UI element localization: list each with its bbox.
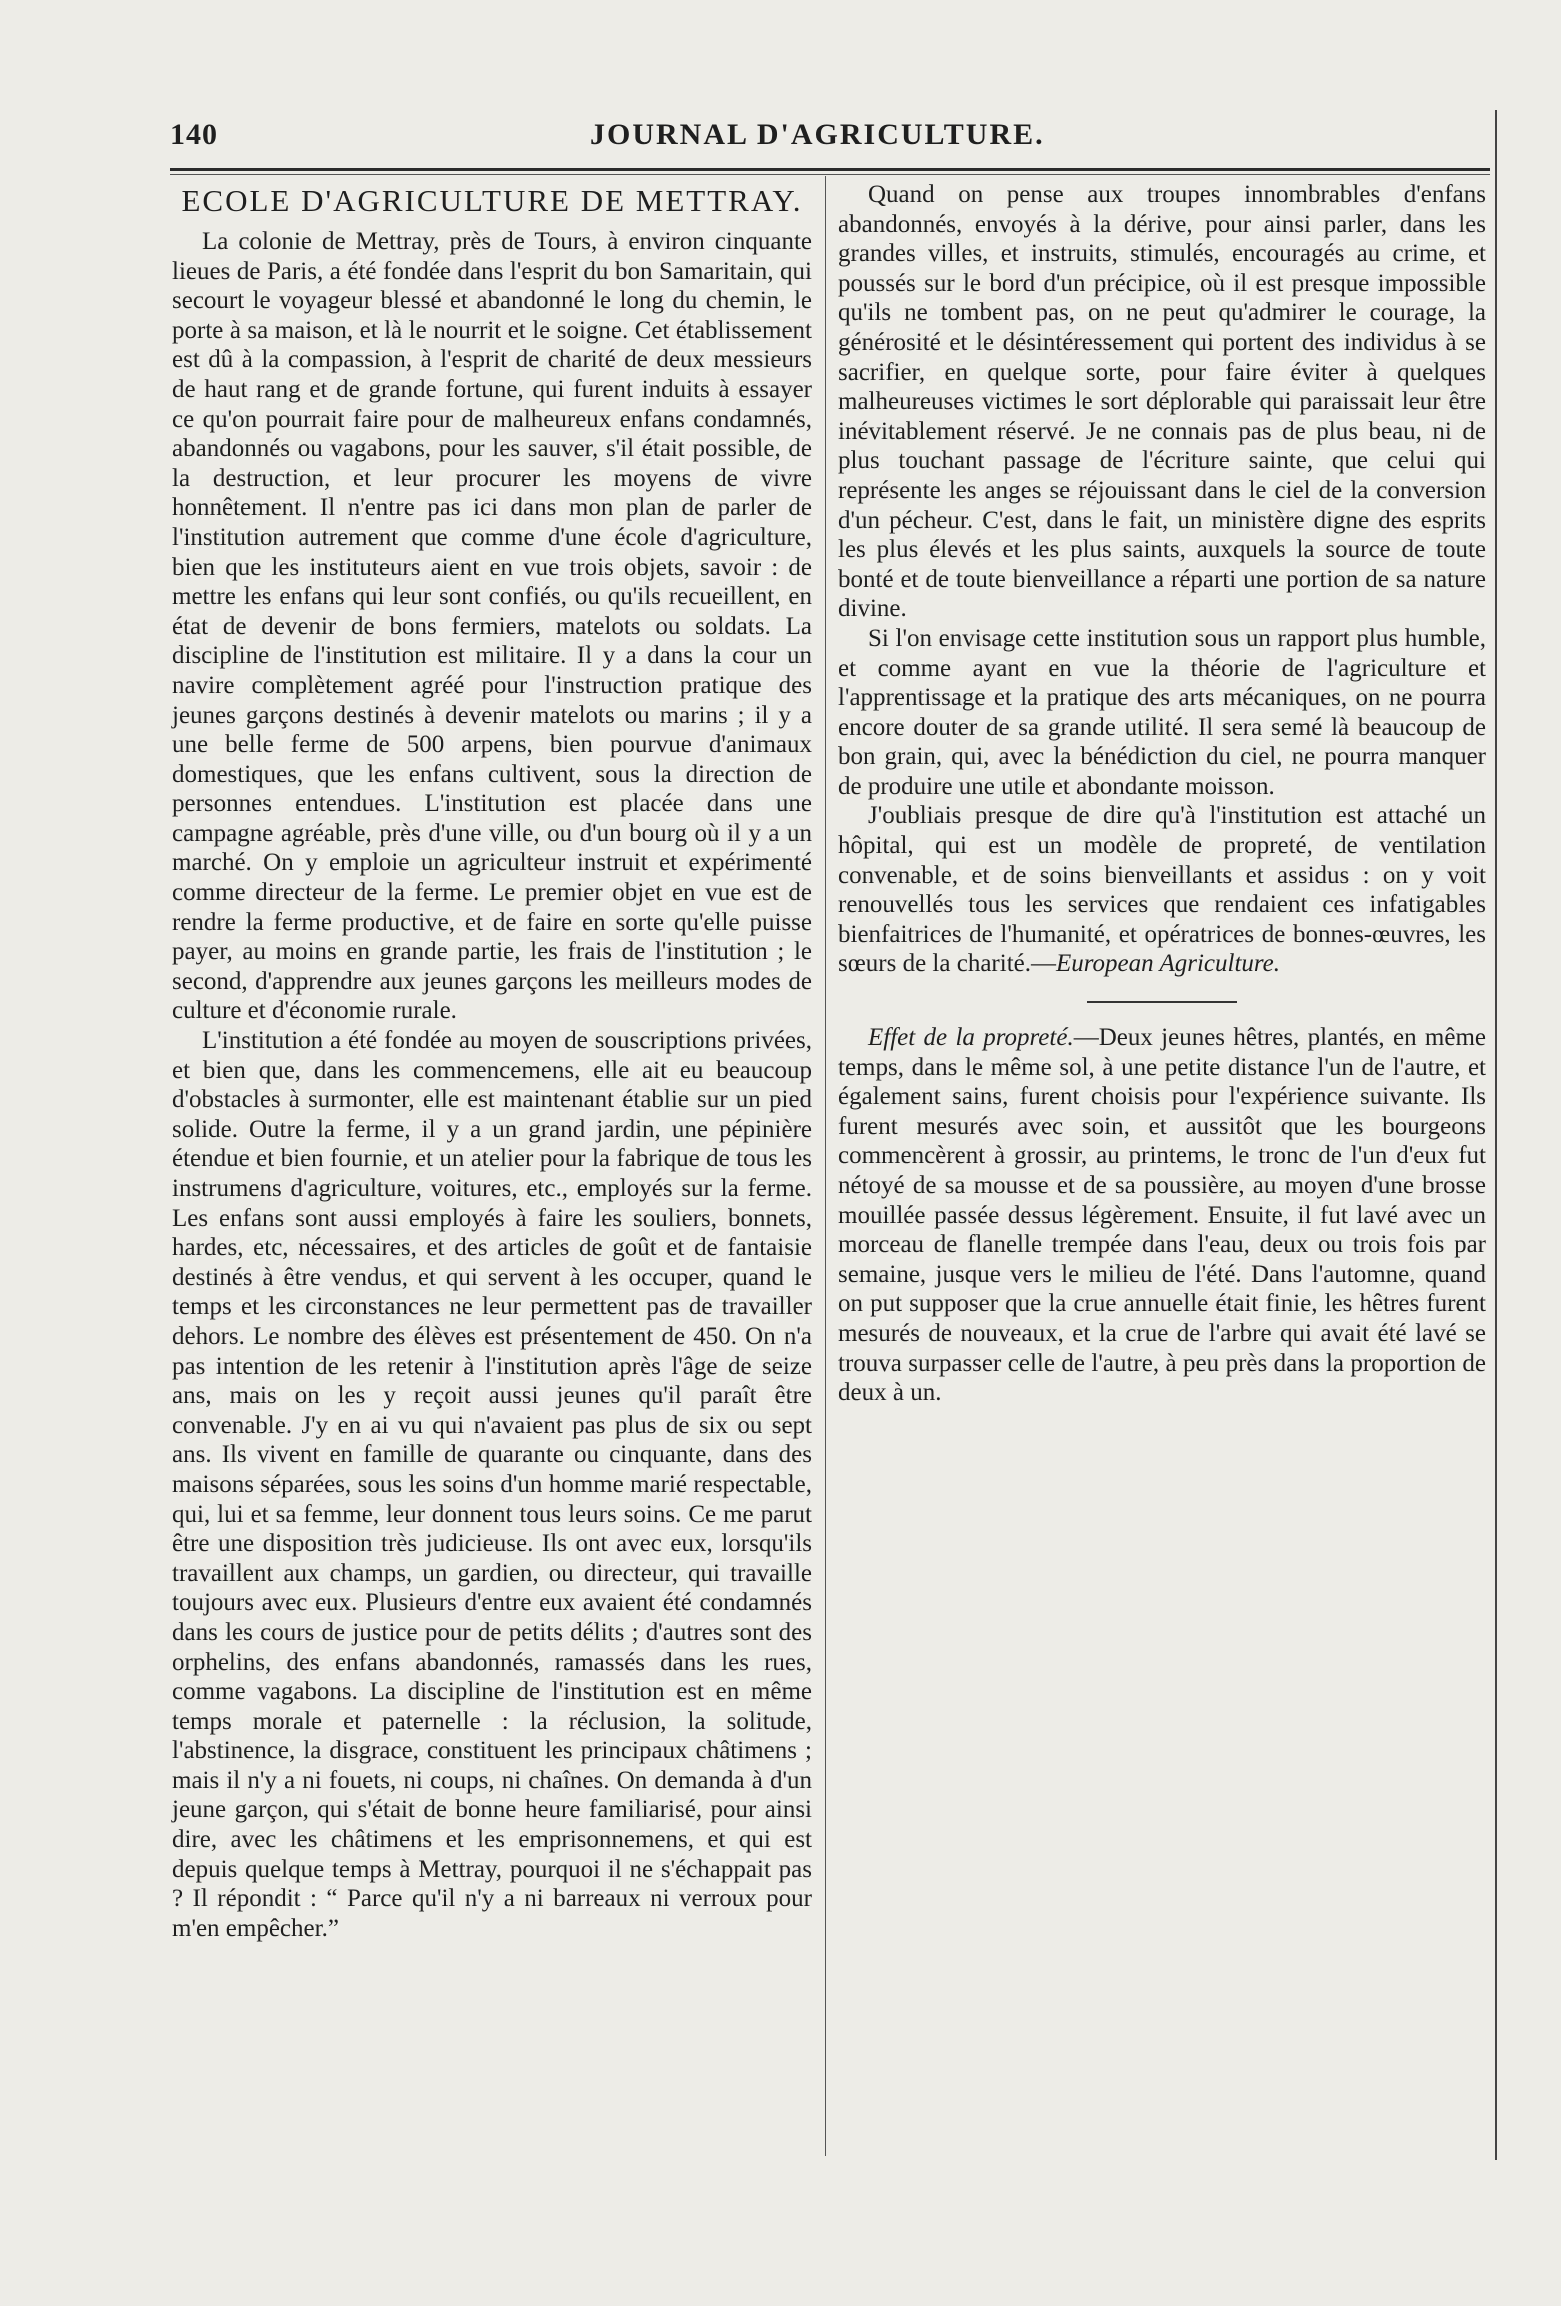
- page-edge-line: [1495, 110, 1497, 2160]
- second-article: [838, 1023, 1486, 1408]
- page-number: 140: [170, 118, 218, 151]
- article-paragraph: Si l'on envisage cette institution sous un rapport plus humble, et comme ayant en vue la théorie de l'agriculture et l'apprentissage et la pratique des arts mécaniques, on ne pourra encore douter de sa grande utilité. Il sera semé là beaucoup de bon grain, qui, avec la bénédiction du ciel, ne pourra manquer de produire une utile et abondante moisson.: [838, 624, 1486, 800]
- running-title: JOURNAL D'AGRICULTURE.: [590, 118, 1045, 151]
- page-header: [170, 118, 1490, 158]
- left-column: [172, 180, 812, 1943]
- article-paragraph: L'institution a été fondée au moyen de souscriptions privées, et bien que, dans les commencemens, elle ait eu beaucoup d'obstacles à surmonter, elle est maintenant établie sur un pied solide. Outre la ferme, il y a un grand jardin, une pépinière étendue et bien fournie, et un atelier pour la fabrique de tous les instrumens d'agriculture, voitures, etc., employés sur la ferme. Les enfans sont aussi employés à faire les souliers, bonnets, hardes, etc, nécessaires, et des articles de goût et de fantaisie destinés à être vendus, et qui servent à les occuper, quand le temps et les circonstances ne leur permettent pas de travailler dehors. Le nombre des élèves est présentement de 450. On n'a pas intention de les retenir à l'institution après l'âge de seize ans, mais on les y reçoit aussi jeunes qu'il paraît être convenable. J'y en ai vu qui n'avaient pas plus de six ou sept ans. Ils vivent en famille de quarante ou cinquante, dans des maisons séparées, sous les soins d'un homme marié respectable, qui, lui et sa femme, leur donnent tous leurs soins. Ce me parut être une disposition très judicieuse. Ils ont avec eux, lorsqu'ils travaillent aux champs, un gardien, ou directeur, qui travaille toujours avec eux. Plusieurs d'entre eux avaient été condamnés dans les cours de justice pour de petits délits ; d'autres sont des orphelins, des enfans abandonnés, ramassés dans les rues, comme vagabons. La discipline de l'institution est en même temps morale et paternelle : la réclusion, la solitude, l'abstinence, la disgrace, constituent les principaux châtimens ; mais il n'y a ni fouets, ni coups, ni chaînes. On demanda à d'un jeune garçon, qui s'était de bonne heure familiarisé, pour ainsi dire, avec les châtimens et les emprisonnemens, et qui est depuis quelque temps à Mettray, pourquoi il ne s'échappait pas ? Il répondit : “ Parce qu'il n'y a ni barreaux ni verroux pour m'en empêcher.”: [172, 1027, 812, 1942]
- article-paragraph: La colonie de Mettray, près de Tours, à environ cinquante lieues de Paris, a été fondée dans l'esprit du bon Samaritain, qui secourt le voyageur blessé et abandonné le long du chemin, le porte à sa maison, et là le nourrit et le soigne. Cet établissement est dû à la compassion, à l'esprit de charité de deux messieurs de haut rang et de grande fortune, qui furent induits à essayer ce qu'on pourrait faire pour de malheureux enfans condamnés, abandonnés ou vagabons, pour les sauver, s'il était possible, de la destruction, et leur procurer les moyens de vivre honnêtement. Il n'entre pas ici dans mon plan de parler de l'institution autrement que comme d'une école d'agriculture, bien que les instituteurs aient en vue trois objets, savoir : de mettre les enfans qui leur sont confiés, ou qu'ils recueillent, en état de devenir de bons fermiers, matelots ou soldats. La discipline de l'institution est militaire. Il y a dans la cour un navire complètement agréé pour l'instruction pratique des jeunes garçons destinés à devenir matelots ou marins ; il y a une belle ferme de 500 arpens, bien pourvue d'animaux domestiques, que les enfans cultivent, sous la direction de personnes entendues. L'institution est placée dans une campagne agréable, près d'une ville, ou d'un bourg où il y a un marché. On y emploie un agriculteur instruit et expérimenté comme directeur de la ferme. Le premier objet en vue est de rendre la ferme productive, et de faire en sorte qu'elle puisse payer, au moins en grande partie, les frais de l'institution ; le second, d'apprendre aux jeunes garçons les meilleurs modes de culture et d'économie rurale.: [172, 228, 812, 1025]
- column-divider: [825, 176, 826, 2156]
- section-separator: [1087, 1001, 1237, 1003]
- second-article-lead: Effet de la propreté.: [868, 1024, 1074, 1052]
- article-paragraph: Quand on pense aux troupes innombrables d'enfans abandonnés, envoyés à la dérive, pour ainsi parler, dans les grandes villes, et instruits, stimulés, encouragés au crime, et poussés sur le bord d'un précipice, où il est presque impossible qu'ils ne tombent pas, on ne peut qu'admirer le courage, la générosité et le désintéressement qui portent des individus à se sacrifier, en quelque sorte, pour faire éviter à quelques malheureuses victimes le sort déplorable qui paraissait leur être inévitablement réservé. Je ne connais pas de plus beau, ni de plus touchant passage de l'écriture sainte, que celui qui représente les anges se réjouissant dans le ciel de la conversion d'un pécheur. C'est, dans le fait, un ministère digne des esprits les plus élevés et les plus saints, auxquels la source de toute bonté et de toute bienveillance a réparti une portion de sa nature divine.: [838, 181, 1486, 623]
- header-rule: [170, 168, 1490, 171]
- article-paragraph: [838, 801, 1486, 979]
- header-rule-thin: [170, 174, 1490, 175]
- right-column: [838, 180, 1486, 1408]
- article-source: European Agriculture.: [1055, 950, 1281, 978]
- second-article-text: —Deux jeunes hêtres, plantés, en même temps, dans le même sol, à une petite distance l'un de l'autre, et également sains, furent choisis pour l'expérience suivante. Ils furent mesurés avec soin, et aussitôt que les bourgeons commencèrent à grossir, au printems, le tronc de l'un d'eux fut nétoyé de sa mousse et de sa poussière, au moyen d'une brosse mouillée passée dessus légèrement. Ensuite, il fut lavé avec un morceau de flanelle trempée dans l'eau, deux ou trois fois par semaine, jusque vers le milieu de l'été. Dans l'automne, quand on put supposer que la crue annuelle était finie, les hêtres furent mesurés de nouveaux, et la crue de l'arbre qui avait été lavé se trouva surpasser celle de l'autre, à peu près dans la proportion de deux à un.: [838, 1024, 1486, 1407]
- article-paragraph-text: J'oubliais presque de dire qu'à l'institution est attaché un hôpital, qui est un modèle de propreté, de ventilation convenable, et de soins bienveillants et assidus : on y voit renouvellés tous les services que rendaient ces infatigables bienfaitrices de l'humanité, et opératrices de bonnes-œuvres, les sœurs de la charité.—: [838, 802, 1486, 978]
- article-title: ECOLE D'AGRICULTURE DE METTRAY.: [181, 183, 803, 218]
